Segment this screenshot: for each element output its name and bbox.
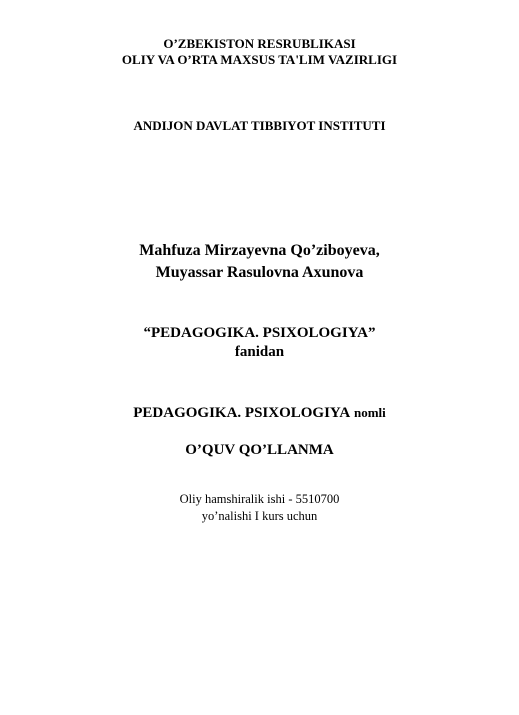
audience-line-2: yo’nalishi I kurs uchun bbox=[201, 509, 318, 523]
subject-suffix: fanidan bbox=[234, 344, 285, 360]
author-line-1: Mahfuza Mirzayevna Qo’ziboyeva, bbox=[139, 242, 380, 259]
ministry-heading: OLIY VA O’RTA MAXSUS TA'LIM VAZIRLIGI bbox=[121, 52, 398, 67]
audience-line-1: Oliy hamshiralik ishi - 5510700 bbox=[179, 492, 340, 506]
author-line-2: Muyassar Rasulovna Axunova bbox=[155, 264, 364, 281]
book-name-suffix: nomli bbox=[353, 405, 386, 420]
book-name: PEDAGOGIKA. PSIXOLOGIYA bbox=[133, 405, 351, 421]
republic-heading: O’ZBEKISTON RESRUBLIKASI bbox=[163, 36, 356, 51]
book-name-line bbox=[0, 405, 519, 422]
subject-title: “PEDAGOGIKA. PSIXOLOGIYA” bbox=[143, 325, 376, 341]
book-type: O’QUV QO’LLANMA bbox=[185, 442, 334, 458]
institute-heading: ANDIJON DAVLAT TIBBIYOT INSTITUTI bbox=[133, 118, 386, 133]
